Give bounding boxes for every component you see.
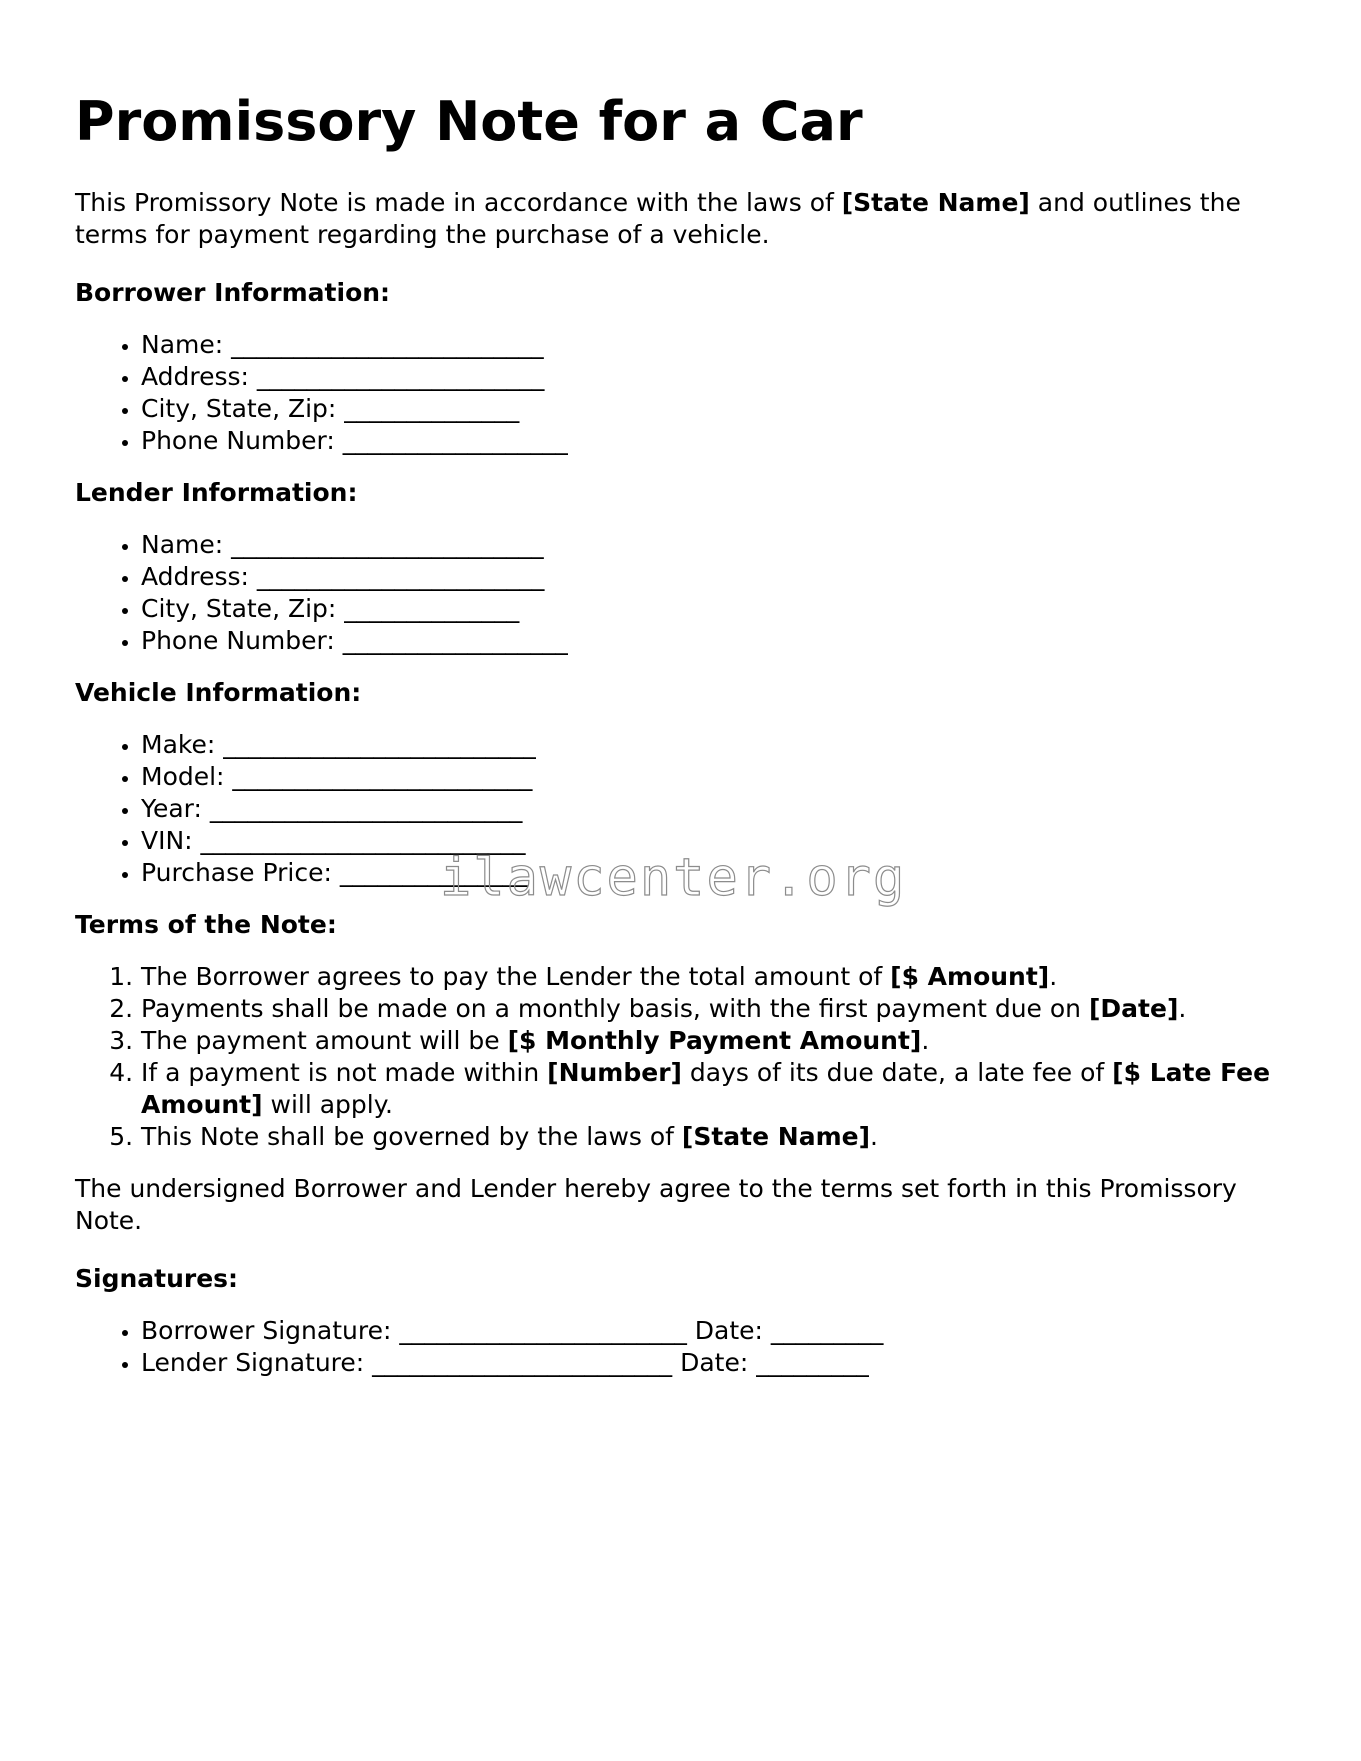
document-title: Promissory Note for a Car	[75, 90, 863, 153]
borrower-heading: Borrower Information:	[75, 278, 391, 308]
term-item	[141, 1057, 1295, 1121]
term-text-end: .	[870, 1122, 878, 1152]
term-text-end: .	[1049, 962, 1058, 992]
borrower-phone-field: • Phone Number: __________________	[141, 425, 1295, 457]
lender-signature-line: • Lender Signature: ________________________ Date: _________	[141, 1347, 1295, 1379]
vehicle-list	[75, 729, 1295, 889]
vehicle-make-field: • Make: _________________________	[141, 729, 1295, 761]
intro-paragraph	[75, 187, 1295, 251]
term-text: Payments shall be made on a monthly basis, with the first payment due on	[141, 994, 1089, 1024]
signatures-list	[75, 1315, 1295, 1379]
vehicle-purchase-price-field: • Purchase Price: _______________	[141, 857, 1295, 889]
document	[75, 92, 1295, 1399]
term-number-placeholder: [Number]	[547, 1058, 682, 1088]
term-text-end: .	[1178, 994, 1187, 1024]
intro-text-2: and outlines the terms for payment regarding the purchase of a vehicle.	[75, 188, 1241, 250]
term-late-fee-placeholder: [$ Late Fee Amount]	[141, 1058, 1271, 1120]
term-item	[141, 993, 1295, 1025]
borrower-signature-line: • Borrower Signature: _______________________ Date: _________	[141, 1315, 1295, 1347]
vehicle-heading: Vehicle Information:	[75, 678, 362, 708]
watermark: ilawcenter.org	[440, 848, 907, 908]
lender-list	[75, 529, 1295, 657]
term-state-placeholder: [State Name]	[681, 1122, 871, 1152]
term-text: This Note shall be governed by the laws of	[141, 1122, 682, 1152]
term-item	[141, 1025, 1295, 1057]
term-amount-placeholder: [$ Amount]	[890, 962, 1050, 992]
borrower-name-field: • Name: _________________________	[141, 329, 1295, 361]
borrower-address-field: • Address: _______________________	[141, 361, 1295, 393]
signatures-heading: Signatures:	[75, 1264, 239, 1294]
vehicle-year-field: • Year: _________________________	[141, 793, 1295, 825]
term-monthly-payment-placeholder: [$ Monthly Payment Amount]	[507, 1026, 922, 1056]
lender-address-field: • Address: _______________________	[141, 561, 1295, 593]
lender-heading: Lender Information:	[75, 478, 358, 508]
term-text: The Borrower agrees to pay the Lender the total amount of	[141, 962, 891, 992]
intro-state-placeholder: [State Name]	[841, 188, 1030, 218]
terms-heading: Terms of the Note:	[75, 910, 337, 940]
lender-city-state-zip-field: • City, State, Zip: ______________	[141, 593, 1295, 625]
borrower-list	[75, 329, 1295, 457]
term-text: If a payment is not made within	[141, 1058, 548, 1088]
intro-text-1: This Promissory Note is made in accordance with the laws of	[75, 188, 842, 218]
term-item	[141, 1121, 1295, 1153]
vehicle-vin-field: • VIN: __________________________	[141, 825, 1295, 857]
term-date-placeholder: [Date]	[1088, 994, 1179, 1024]
lender-name-field: • Name: _________________________	[141, 529, 1295, 561]
terms-list	[75, 961, 1295, 1153]
term-text-end: .	[921, 1026, 930, 1056]
lender-phone-field: • Phone Number: __________________	[141, 625, 1295, 657]
borrower-city-state-zip-field: • City, State, Zip: ______________	[141, 393, 1295, 425]
term-text-end: will apply.	[262, 1090, 393, 1120]
term-text-mid: days of its due date, a late fee of	[681, 1058, 1113, 1088]
vehicle-model-field: • Model: ________________________	[141, 761, 1295, 793]
term-text: The payment amount will be	[141, 1026, 508, 1056]
closing-paragraph: The undersigned Borrower and Lender hereby agree to the terms set forth in this Promissory Note.	[75, 1174, 1237, 1236]
term-item	[141, 961, 1295, 993]
